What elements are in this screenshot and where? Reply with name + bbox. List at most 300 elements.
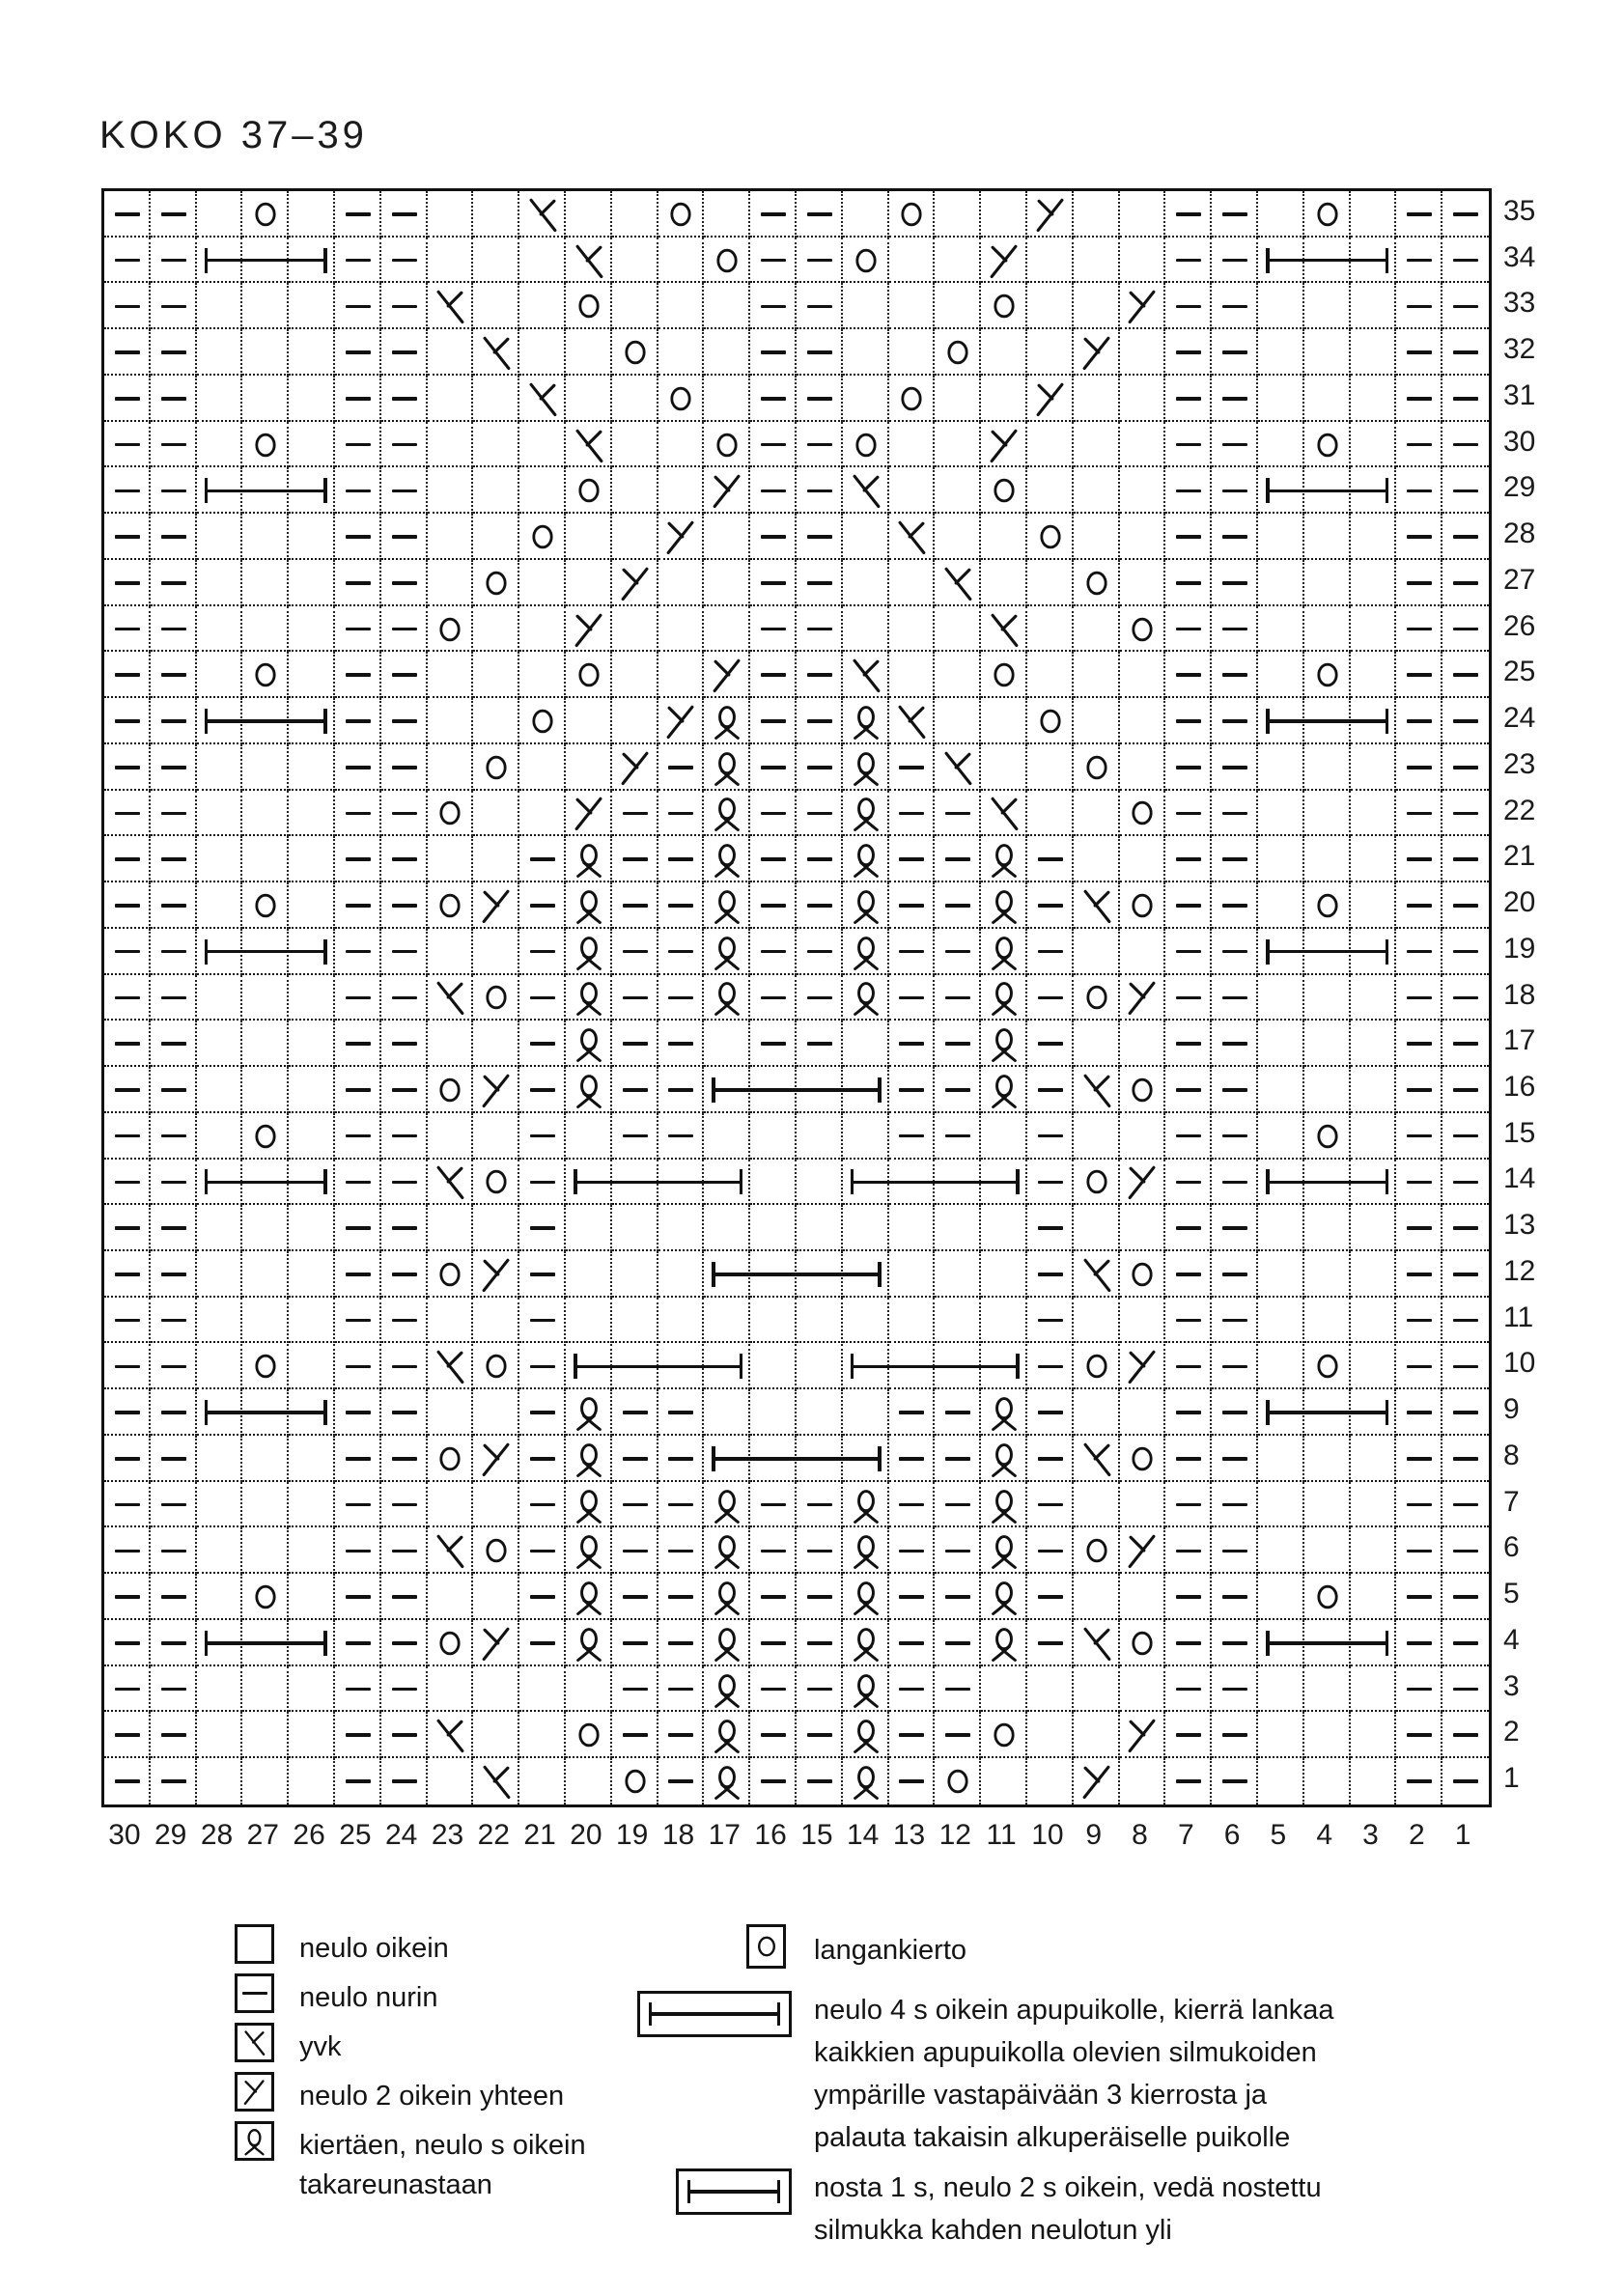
purl-icon — [115, 1273, 140, 1276]
purl-icon — [115, 1688, 140, 1692]
sym-yo-r27-c9 — [1074, 560, 1120, 606]
purl-icon — [807, 996, 832, 1000]
purl-icon — [392, 1779, 417, 1783]
purl-icon — [1407, 1088, 1432, 1092]
legend-icon-ssk — [235, 2023, 274, 2062]
purl-icon — [392, 397, 417, 401]
sym-p-r3-c30 — [104, 1666, 151, 1713]
purl-icon — [1453, 1779, 1478, 1783]
cell-r13-c5 — [1258, 1205, 1304, 1251]
cell-r33-c13 — [889, 283, 936, 329]
purl-icon — [161, 1088, 186, 1092]
sym-p-r9-c7 — [1165, 1389, 1212, 1436]
cell-r17-c17 — [704, 1021, 750, 1067]
purl-icon — [1176, 1088, 1201, 1092]
cell-r9-c16 — [750, 1389, 797, 1436]
cell-r2-c27 — [242, 1712, 289, 1758]
sym-p-r18-c21 — [519, 975, 566, 1021]
cell-r25-c28 — [197, 652, 243, 698]
cell-r13-c11 — [981, 1205, 1027, 1251]
cell-r7-c23 — [428, 1482, 474, 1528]
purl-icon — [1176, 1181, 1201, 1185]
purl-icon — [1453, 1550, 1478, 1553]
cell-r16-c28 — [197, 1067, 243, 1113]
cell-r27-c14 — [843, 560, 889, 606]
purl-icon — [807, 1042, 832, 1046]
purl-icon — [668, 1503, 693, 1507]
cell-r30-c12 — [935, 422, 981, 468]
sym-p-r11-c6 — [1212, 1298, 1258, 1344]
sym-k2tog-r28-c18 — [658, 514, 705, 560]
purl-icon — [161, 1273, 186, 1276]
cell-r23-c23 — [428, 744, 474, 791]
sym-p-r5-c30 — [104, 1574, 151, 1620]
sym-p-r17-c24 — [381, 1021, 428, 1067]
purl-icon — [115, 212, 140, 216]
sym-p-r23-c13 — [889, 744, 936, 791]
purl-icon — [346, 1503, 371, 1507]
purl-icon — [668, 904, 693, 908]
sym-p-r25-c24 — [381, 652, 428, 698]
sym-tbl-r23-c17 — [704, 744, 750, 791]
purl-icon — [761, 950, 786, 954]
purl-icon — [899, 1134, 924, 1138]
sym-k2tog-r31-c10 — [1027, 376, 1074, 422]
row-label-23: 23 — [1503, 747, 1536, 780]
sym-p-r29-c6 — [1212, 467, 1258, 514]
cell-r3-c10 — [1027, 1666, 1074, 1713]
sym-p-r17-c18 — [658, 1021, 705, 1067]
sym-tbl-r19-c17 — [704, 929, 750, 975]
purl-icon — [668, 1595, 693, 1599]
purl-icon — [1038, 904, 1063, 908]
twisted-knit-icon — [846, 1669, 886, 1710]
purl-icon — [1222, 1134, 1247, 1138]
purl-icon — [899, 1779, 924, 1783]
purl-icon — [1407, 812, 1432, 816]
cell-r17-c22 — [473, 1021, 519, 1067]
cable4-wrap-icon — [574, 1160, 742, 1206]
purl-icon — [1453, 443, 1478, 447]
cell-r2-c9 — [1074, 1712, 1120, 1758]
purl-icon — [1407, 350, 1432, 354]
twisted-knit-icon — [569, 1577, 609, 1617]
sym-yo-r8-c8 — [1120, 1436, 1166, 1482]
col-label-15: 15 — [800, 1818, 833, 1851]
sym-p-r15-c30 — [104, 1113, 151, 1160]
sym-p-r11-c21 — [519, 1298, 566, 1344]
sym-tbl-r16-c20 — [566, 1067, 612, 1113]
sym-ssk-r23-c12 — [935, 744, 981, 791]
sym-p-r17-c16 — [750, 1021, 797, 1067]
sym-p-r17-c2 — [1396, 1021, 1442, 1067]
cell-r3-c9 — [1074, 1666, 1120, 1713]
sym-p-r31-c16 — [750, 376, 797, 422]
sym-p-r19-c6 — [1212, 929, 1258, 975]
sym-p-r25-c16 — [750, 652, 797, 698]
cell-r31-c26 — [289, 376, 335, 422]
sym-p-r13-c7 — [1165, 1205, 1212, 1251]
sym-p-r13-c24 — [381, 1205, 428, 1251]
sym-yo-r28-c21 — [519, 514, 566, 560]
purl-icon — [945, 857, 970, 861]
col-label-13: 13 — [892, 1818, 926, 1851]
k2tog-icon — [1121, 1345, 1163, 1387]
purl-icon — [899, 857, 924, 861]
sym-p-r9-c29 — [151, 1389, 197, 1436]
sym-tbl-r1-c17 — [704, 1758, 750, 1804]
sym-p-r32-c7 — [1165, 329, 1212, 376]
yarnover-icon — [431, 1624, 469, 1663]
sym-tbl-r4-c14 — [843, 1620, 889, 1666]
sym-tbl-r24-c17 — [704, 698, 750, 744]
sym-p-r2-c12 — [935, 1712, 981, 1758]
purl-icon — [161, 490, 186, 493]
col-label-9: 9 — [1085, 1818, 1103, 1851]
sym-yo-r20-c8 — [1120, 882, 1166, 929]
cell-r1-c26 — [289, 1758, 335, 1804]
twisted-knit-icon — [569, 1485, 609, 1525]
cell-r22-c28 — [197, 791, 243, 837]
sym-k2tog-r35-c10 — [1027, 191, 1074, 238]
sym-yo-r2-c11 — [981, 1712, 1027, 1758]
cell-r3-c26 — [289, 1666, 335, 1713]
sym-p-r2-c18 — [658, 1712, 705, 1758]
yarnover-icon — [708, 426, 746, 464]
twisted-knit-icon — [707, 1530, 747, 1571]
cell-r28-c22 — [473, 514, 519, 560]
sym-p-r20-c2 — [1396, 882, 1442, 929]
sl1k2psso-icon — [205, 1389, 327, 1436]
sym-tbl-r24-c14 — [843, 698, 889, 744]
cell-r10-c16 — [750, 1344, 797, 1390]
purl-icon — [1407, 996, 1432, 1000]
cell-r13-c18 — [658, 1205, 705, 1251]
purl-icon — [761, 1550, 786, 1553]
sym-p-r3-c6 — [1212, 1666, 1258, 1713]
yarnover-icon — [431, 1440, 469, 1478]
sym-p-r6-c10 — [1027, 1527, 1074, 1574]
purl-icon — [761, 305, 786, 309]
sym-p-r35-c25 — [335, 191, 381, 238]
purl-icon — [115, 812, 140, 816]
cell-r26-c9 — [1074, 606, 1120, 653]
cell-r24-c12 — [935, 698, 981, 744]
sym-p-r29-c7 — [1165, 467, 1212, 514]
legend-icon-tbl — [235, 2121, 274, 2161]
cell-r30-c5 — [1258, 422, 1304, 468]
sym-p-r6-c30 — [104, 1527, 151, 1574]
twisted-knit-icon — [707, 885, 747, 926]
cell-r25-c3 — [1351, 652, 1397, 698]
cell-r25-c19 — [612, 652, 658, 698]
legend-icon-c3 — [676, 2168, 792, 2215]
cell-r11-c22 — [473, 1298, 519, 1344]
sl1k2psso-icon — [205, 1160, 327, 1206]
cell-r13-c20 — [566, 1205, 612, 1251]
cell-r15-c11 — [981, 1113, 1027, 1160]
purl-icon — [115, 581, 140, 585]
cell-r7-c3 — [1351, 1482, 1397, 1528]
sym-p-r35-c7 — [1165, 191, 1212, 238]
sym-p-r12-c24 — [381, 1251, 428, 1298]
col-label-1: 1 — [1454, 1818, 1471, 1851]
cell-r13-c22 — [473, 1205, 519, 1251]
cell-r29-c18 — [658, 467, 705, 514]
cell-r34-c10 — [1027, 238, 1074, 284]
sym-p-r28-c1 — [1442, 514, 1489, 560]
purl-icon — [1176, 628, 1201, 631]
purl-icon — [161, 350, 186, 354]
yarnover-icon — [1308, 1117, 1347, 1156]
sym-yo-r10-c27 — [242, 1344, 289, 1390]
sym-p-r23-c25 — [335, 744, 381, 791]
sym-p-r6-c24 — [381, 1527, 428, 1574]
sym-tbl-r20-c17 — [704, 882, 750, 929]
col-label-28: 28 — [200, 1818, 234, 1851]
cell-r16-c27 — [242, 1067, 289, 1113]
purl-icon — [623, 1088, 648, 1092]
purl-icon — [161, 857, 186, 861]
purl-icon — [346, 1411, 371, 1414]
purl-icon — [161, 1457, 186, 1461]
twisted-knit-icon — [707, 977, 747, 1018]
cell-r32-c14 — [843, 329, 889, 376]
sym-ssk-r24-c13 — [889, 698, 936, 744]
cell-r27-c21 — [519, 560, 566, 606]
sym-p-r3-c7 — [1165, 1666, 1212, 1713]
cell-r3-c23 — [428, 1666, 474, 1713]
purl-icon — [1176, 1641, 1201, 1645]
k2tog-icon — [1029, 378, 1072, 420]
purl-icon — [392, 490, 417, 493]
cell-r3-c27 — [242, 1666, 289, 1713]
cell-r24-c11 — [981, 698, 1027, 744]
purl-icon — [115, 1503, 140, 1507]
purl-icon — [161, 766, 186, 769]
purl-icon — [945, 1457, 970, 1461]
purl-icon — [346, 1226, 371, 1230]
sym-p-r1-c16 — [750, 1758, 797, 1804]
purl-icon — [1176, 857, 1201, 861]
k2tog-icon — [983, 239, 1025, 282]
cell-r35-c12 — [935, 191, 981, 238]
sym-ssk-r26-c11 — [981, 606, 1027, 653]
sym-p-r10-c1 — [1442, 1344, 1489, 1390]
sym-p-r23-c6 — [1212, 744, 1258, 791]
sym-p-r17-c15 — [797, 1021, 843, 1067]
sym-yo-r4-c8 — [1120, 1620, 1166, 1666]
cell-r13-c13 — [889, 1205, 936, 1251]
purl-icon — [161, 1411, 186, 1414]
cell-r13-c8 — [1120, 1205, 1166, 1251]
yarnover-icon — [1123, 1440, 1162, 1478]
row-label-33: 33 — [1503, 287, 1536, 320]
purl-icon — [1407, 259, 1432, 263]
sl1k2psso-icon — [1266, 238, 1388, 284]
sym-p-r3-c29 — [151, 1666, 197, 1713]
purl-icon — [1176, 1365, 1201, 1369]
yarnover-icon — [847, 426, 885, 464]
sym-p-r31-c25 — [335, 376, 381, 422]
purl-icon — [1222, 1550, 1247, 1553]
row-label-5: 5 — [1503, 1578, 1520, 1610]
col-label-18: 18 — [661, 1818, 695, 1851]
sym-p-r23-c1 — [1442, 744, 1489, 791]
purl-icon — [161, 950, 186, 954]
purl-icon — [1222, 397, 1247, 401]
sym-p-r28-c15 — [797, 514, 843, 560]
sym-p-r21-c16 — [750, 836, 797, 882]
sym-yo-r32-c12 — [935, 329, 981, 376]
purl-icon — [945, 1641, 970, 1645]
twisted-knit-icon — [707, 1715, 747, 1755]
sym-p-r32-c16 — [750, 329, 797, 376]
cell-r33-c17 — [704, 283, 750, 329]
sym-p-r22-c18 — [658, 791, 705, 837]
purl-icon — [668, 1779, 693, 1783]
cell-r17-c28 — [197, 1021, 243, 1067]
purl-icon — [346, 628, 371, 631]
sym-p-r10-c10 — [1027, 1344, 1074, 1390]
purl-icon — [1176, 1226, 1201, 1230]
yarnover-icon — [661, 195, 700, 234]
purl-icon — [1453, 904, 1478, 908]
col-label-2: 2 — [1408, 1818, 1425, 1851]
row-label-19: 19 — [1503, 932, 1536, 965]
col-label-27: 27 — [246, 1818, 279, 1851]
purl-icon — [807, 1779, 832, 1783]
cell-r28-c27 — [242, 514, 289, 560]
sym-p-r15-c21 — [519, 1113, 566, 1160]
cable4-wrap-icon — [574, 1344, 742, 1390]
sym-p-r5-c16 — [750, 1574, 797, 1620]
cell-r12-c4 — [1304, 1251, 1351, 1298]
sym-k2tog-r32-c9 — [1074, 329, 1120, 376]
cell-r32-c4 — [1304, 329, 1351, 376]
col-label-22: 22 — [477, 1818, 510, 1851]
col-label-10: 10 — [1031, 1818, 1064, 1851]
cell-r25-c13 — [889, 652, 936, 698]
purl-icon — [1176, 1779, 1201, 1783]
sym-p-r4-c2 — [1396, 1620, 1442, 1666]
twisted-knit-icon — [846, 1530, 886, 1571]
sym-p-r15-c18 — [658, 1113, 705, 1160]
twisted-knit-icon — [984, 1023, 1024, 1064]
purl-icon — [530, 996, 555, 1000]
sym-p-r26-c25 — [335, 606, 381, 653]
purl-icon — [1407, 857, 1432, 861]
sym-p-r11-c1 — [1442, 1298, 1489, 1344]
yvk-icon — [238, 2027, 270, 2058]
row-label-28: 28 — [1503, 518, 1536, 549]
sym-p-r17-c30 — [104, 1021, 151, 1067]
cell-r33-c28 — [197, 283, 243, 329]
purl-icon — [115, 857, 140, 861]
purl-icon — [392, 1181, 417, 1185]
purl-icon — [1453, 305, 1478, 309]
purl-icon — [161, 1688, 186, 1692]
sym-p-r2-c30 — [104, 1712, 151, 1758]
sym-p-r19-c19 — [612, 929, 658, 975]
sym-p-r20-c7 — [1165, 882, 1212, 929]
purl-icon — [392, 259, 417, 263]
cell-r32-c28 — [197, 329, 243, 376]
twisted-knit-icon — [846, 1715, 886, 1755]
sym-p-r1-c15 — [797, 1758, 843, 1804]
purl-icon — [161, 628, 186, 631]
cell-r2-c3 — [1351, 1712, 1397, 1758]
sym-ssk-r22-c11 — [981, 791, 1027, 837]
sym-p-r12-c21 — [519, 1251, 566, 1298]
cell-r34-c18 — [658, 238, 705, 284]
purl-icon — [761, 628, 786, 631]
sym-ssk-r14-c23 — [428, 1160, 474, 1206]
cell-r18-c3 — [1351, 975, 1397, 1021]
sym-p-r17-c10 — [1027, 1021, 1074, 1067]
cell-r5-c9 — [1074, 1574, 1120, 1620]
sym-p-r24-c2 — [1396, 698, 1442, 744]
sym-p-r4-c21 — [519, 1620, 566, 1666]
sym-p-r20-c6 — [1212, 882, 1258, 929]
purl-icon — [807, 350, 832, 354]
cell-r29-c23 — [428, 467, 474, 514]
cell-r19-c8 — [1120, 929, 1166, 975]
purl-icon — [1176, 1134, 1201, 1138]
purl-icon — [1222, 1319, 1247, 1323]
purl-icon — [761, 1042, 786, 1046]
sym-ssk-r6-c23 — [428, 1527, 474, 1574]
purl-icon — [1407, 1134, 1432, 1138]
purl-icon — [346, 443, 371, 447]
cell-r33-c9 — [1074, 283, 1120, 329]
purl-icon — [1038, 950, 1063, 954]
cell-r23-c3 — [1351, 744, 1397, 791]
purl-icon — [392, 535, 417, 539]
cell-r26-c5 — [1258, 606, 1304, 653]
cell-r13-c4 — [1304, 1205, 1351, 1251]
sym-p-r19-c13 — [889, 929, 936, 975]
cell-r27-c8 — [1120, 560, 1166, 606]
sym-p-r5-c2 — [1396, 1574, 1442, 1620]
cell-r11-c16 — [750, 1298, 797, 1344]
twisted-knit-icon — [846, 747, 886, 788]
sym-p-r10-c6 — [1212, 1344, 1258, 1390]
purl-icon — [1222, 350, 1247, 354]
cell-r5-c3 — [1351, 1574, 1397, 1620]
sym-p-r15-c13 — [889, 1113, 936, 1160]
purl-icon — [761, 581, 786, 585]
cell-r3-c3 — [1351, 1666, 1397, 1713]
sym-p-r26-c7 — [1165, 606, 1212, 653]
sym-p-r9-c12 — [935, 1389, 981, 1436]
cell-r11-c11 — [981, 1298, 1027, 1344]
sym-k2tog-r4-c22 — [473, 1620, 519, 1666]
sym-p-r30-c29 — [151, 422, 197, 468]
sym-p-r11-c24 — [381, 1298, 428, 1344]
cell-r31-c27 — [242, 376, 289, 422]
sym-p-r31-c2 — [1396, 376, 1442, 422]
sym-ssk-r32-c22 — [473, 329, 519, 376]
yarnover-icon — [477, 1347, 516, 1385]
purl-icon — [899, 1503, 924, 1507]
sym-p-r24-c29 — [151, 698, 197, 744]
row-label-20: 20 — [1503, 886, 1536, 918]
cell-r25-c23 — [428, 652, 474, 698]
cell-r8-c28 — [197, 1436, 243, 1482]
sym-p-r5-c18 — [658, 1574, 705, 1620]
sym-p-r33-c25 — [335, 283, 381, 329]
